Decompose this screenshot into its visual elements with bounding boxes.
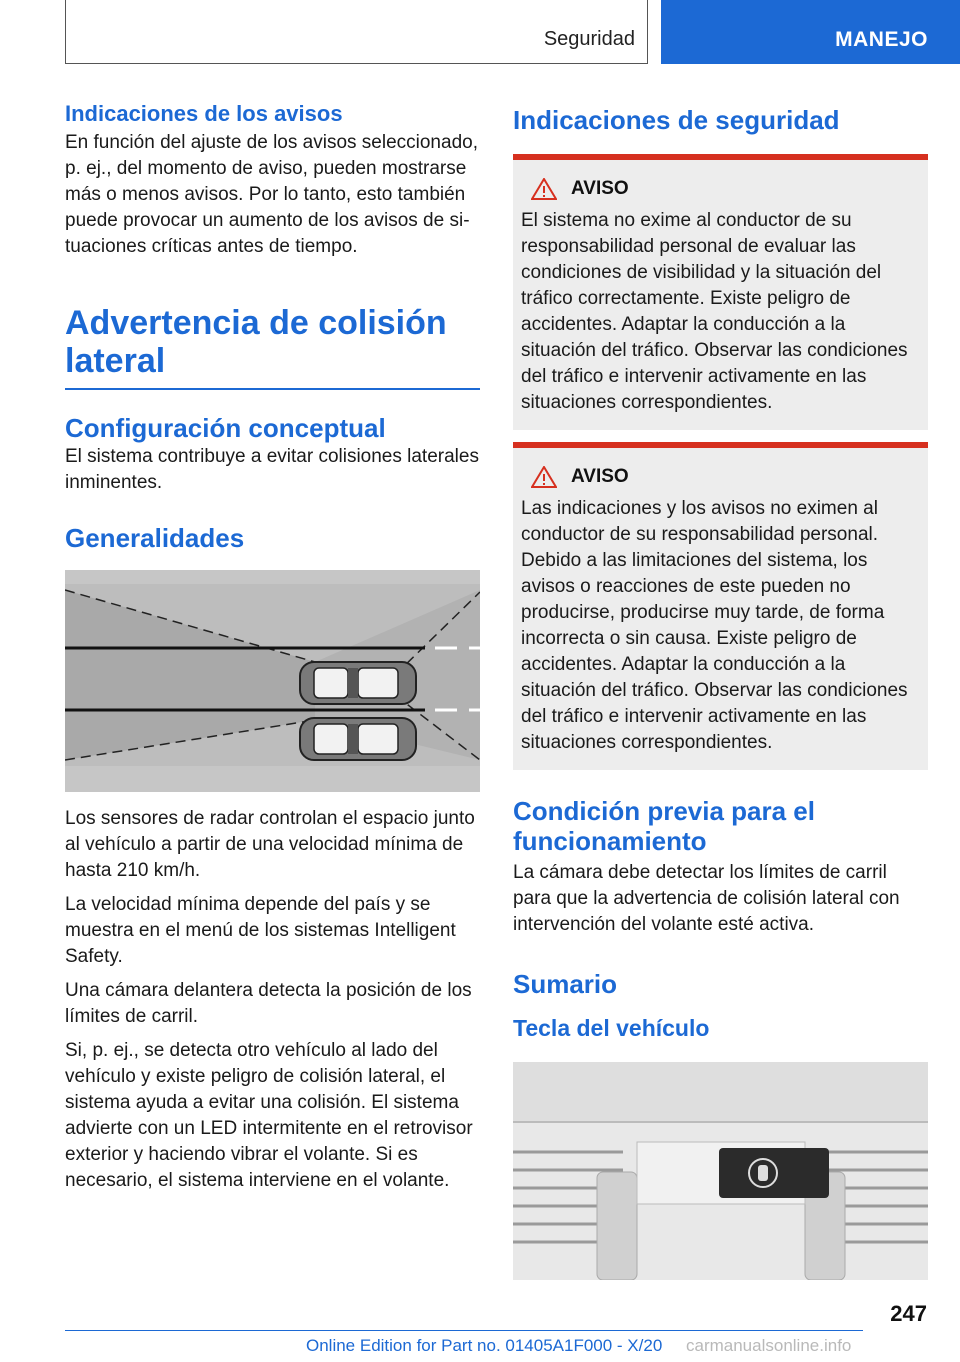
camera-paragraph: Una cámara delantera detecta la posición de los límites de carril. [65,980,472,1027]
main-heading: Advertencia de colisión lateral [65,304,447,380]
lane-diagram-image [65,570,480,792]
collision-paragraph: Si, p. ej., se detecta otro vehículo al lado del vehículo y existe peligro de colisión lateral, el sistema ayuda a evitar una colisión. El sistema advierte con un LED intermitente en el retrovisor exterior y haciendo vibrar el volante. Si es necesario, el sistema interviene en el volante. [65,1040,473,1191]
header-chapter-label: MANEJO [835,28,928,51]
warning-label-2: AVISO [571,466,629,487]
avisos-paragraph: En función del ajuste de los avisos seleccionado, p. ej., del momento de aviso, pueden mostrarse más o menos avisos. Por lo tanto, esto también puede provocar un aumento de los avisos de situaciones críticas antes de tiempo. [65,132,478,257]
summary-heading: Sumario [513,969,618,999]
warning-triangle-icon [531,466,557,488]
general-heading: Generalidades [65,523,245,553]
lane-diagram [65,570,480,792]
vehicle-button-figure [513,1062,928,1280]
warning-label-1: AVISO [571,178,629,199]
speed-paragraph: La velocidad mínima depende del país y se muestra en el menú de los sistemas Intelligent Safety. [65,894,456,967]
header-section-label: Seguridad [543,28,635,50]
safety-heading: Indicaciones de seguridad [513,105,840,135]
avisos-heading: Indicaciones de los avisos [65,101,343,126]
warning-text-2: Las indicaciones y los avisos no eximen al conductor de su responsabilidad personal. Debido a las limitaciones del sistema, los avisos o reacciones de este pueden no producirse, producirse muy tarde, de forma incorrecta o sin causa. Existe peligro de accidentes. Adaptar la conducción a la situación del tráfico. Observar las condiciones del tráfico e intervenir activamente en las situaciones correspondientes. [521,498,908,753]
header-section-box [65,0,648,64]
warning-box-1 [513,154,928,430]
concept-heading: Configuración conceptual [65,413,386,443]
left-column [65,100,480,1194]
right-column [513,100,928,1280]
vehicle-button-image [513,1062,928,1280]
footer-rule [65,1330,863,1331]
header-chapter-tab [661,0,960,64]
footer-edition: Online Edition for Part no. 01405A1F000 - X/20 [306,1336,663,1355]
precondition-heading: Condición previa para el funcionamiento [513,796,815,856]
watermark: carmanualsonline.info [686,1336,852,1355]
warning-box-2 [513,442,928,770]
warning-triangle-icon [531,178,557,200]
page-number: 247 [890,1301,927,1326]
precondition-paragraph: La cámara debe detectar los límites de carril para que la advertencia de colisión lateral con intervención del volante esté activa. [513,862,900,935]
concept-paragraph: El sistema contribuye a evitar colisiones laterales inminentes. [65,446,479,493]
vehicle-button-heading: Tecla del vehículo [513,1015,710,1041]
radar-paragraph: Los sensores de radar controlan el espacio junto al vehículo a partir de una velocidad mínima de hasta 210 km/h. [65,808,475,881]
warning-text-1: El sistema no exime al conductor de su responsabilidad personal de evaluar las condiciones de visibilidad y la situación del tráfico correctamente. Existe peligro de accidentes. Adaptar la conducción a la situación del tráfico. Observar las condiciones del tráfico e intervenir activamente en las situaciones correspondientes. [521,210,908,413]
